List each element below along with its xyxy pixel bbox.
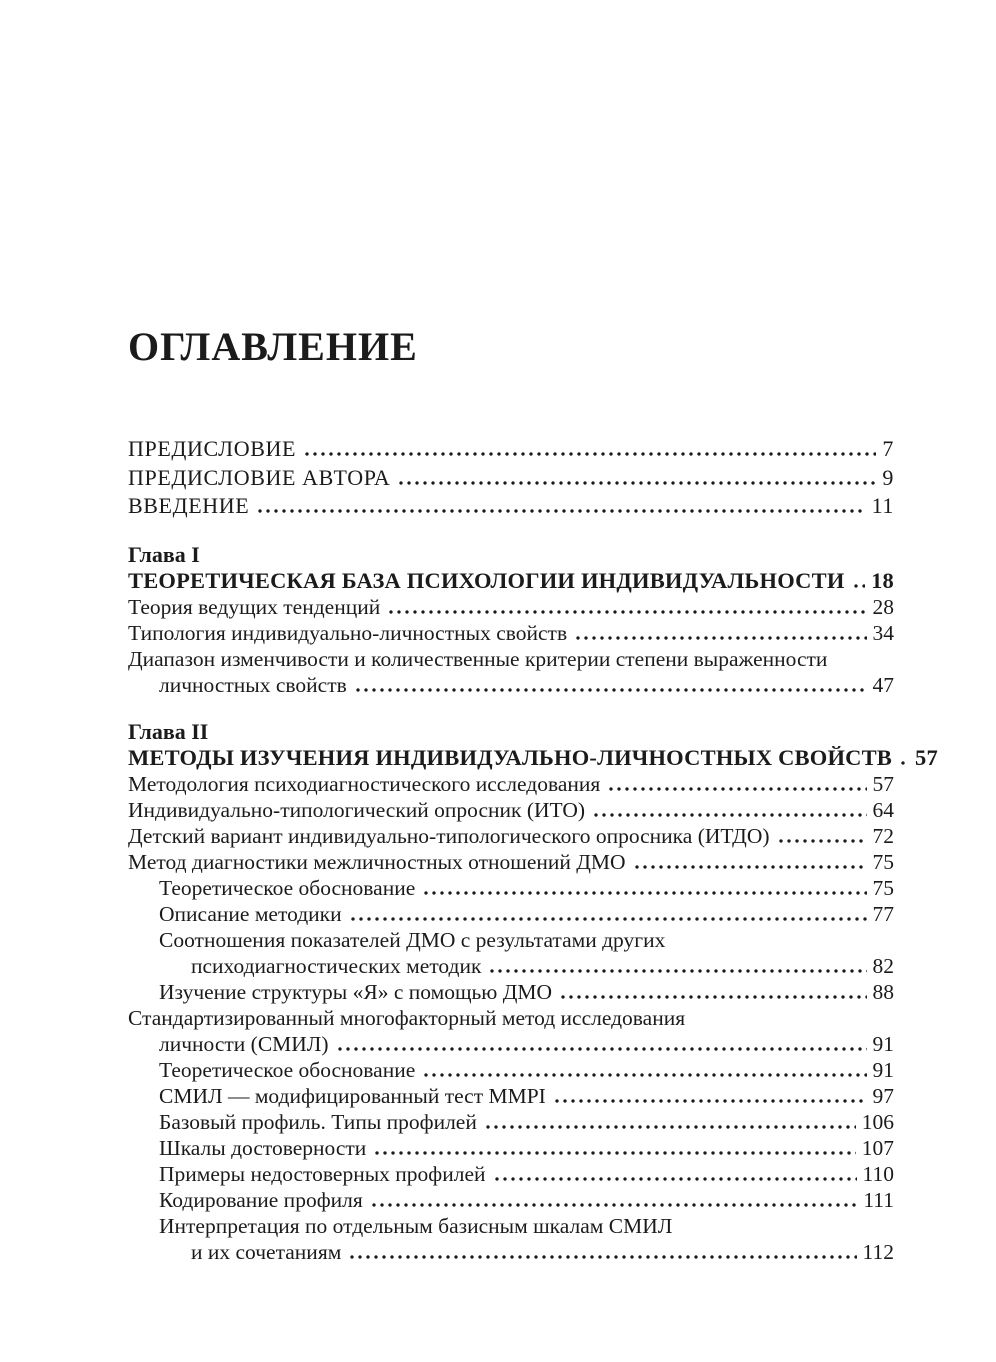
toc-entry <box>128 1005 894 1031</box>
toc-leader-dots <box>574 636 866 640</box>
toc-leader-dots <box>387 610 866 614</box>
toc-entry-text: ВВЕДЕНИЕ <box>128 493 250 518</box>
toc-entry <box>128 1213 894 1239</box>
toc-page-number: 91 <box>872 1057 894 1082</box>
toc-entry <box>128 542 894 568</box>
toc-entry <box>128 1109 894 1135</box>
page-title: ОГЛАВЛЕНИЕ <box>128 324 418 369</box>
toc-leader-dots <box>354 688 867 692</box>
toc-page-number: 7 <box>882 436 894 461</box>
toc-entry <box>128 672 894 698</box>
toc-page-number: 88 <box>872 979 894 1004</box>
toc-list <box>128 435 938 1265</box>
toc-leader-dots <box>553 1099 867 1103</box>
toc-entry <box>128 620 894 646</box>
toc-entry-text: Стандартизированный многофакторный метод исследования <box>128 1005 686 1030</box>
toc-entry-text: МЕТОДЫ ИЗУЧЕНИЯ ИНДИВИДУАЛЬНО-ЛИЧНОСТНЫХ СВОЙСТВ <box>128 744 893 770</box>
toc-entry-text: Методология психодиагностического исследования <box>128 771 601 796</box>
toc-leader-dots <box>559 995 866 999</box>
toc-page-number: 112 <box>862 1239 894 1264</box>
toc-entry-text: Соотношения показателей ДМО с результатами других <box>159 927 666 952</box>
toc-page-number: 11 <box>871 493 894 518</box>
toc-entry <box>128 1239 894 1265</box>
toc-page-number: 57 <box>872 771 894 796</box>
toc-leader-dots <box>348 1255 856 1259</box>
toc-page-number: 75 <box>872 849 894 874</box>
toc-page-number: 28 <box>872 594 894 619</box>
toc-entry-text: Диапазон изменчивости и количественные критерии степени выраженности <box>128 646 828 671</box>
toc-entry-text: Изучение структуры «Я» с помощью ДМО <box>159 979 553 1004</box>
toc-entry <box>128 849 894 875</box>
toc-entry-text: Метод диагностики межличностных отношений ДМО <box>128 849 626 874</box>
toc-leader-dots <box>336 1047 867 1051</box>
toc-page-number: 106 <box>861 1109 894 1134</box>
toc-entry <box>128 1161 894 1187</box>
toc-page-number: 9 <box>882 464 894 490</box>
toc-entry <box>128 1187 894 1213</box>
toc-entry-text: личностных свойств <box>159 672 347 697</box>
toc-leader-dots <box>493 1177 857 1181</box>
toc-entry <box>128 875 894 901</box>
toc-entry-text: Теория ведущих тенденций <box>128 594 381 619</box>
toc-entry <box>128 823 894 849</box>
toc-entry-text: Шкалы достоверности <box>159 1135 367 1160</box>
toc-page-number: 107 <box>861 1135 894 1160</box>
toc-page-number: 82 <box>872 953 894 978</box>
toc-entry-text: СМИЛ — модифицированный тест MMPI <box>159 1083 546 1108</box>
toc-leader-dots <box>484 1125 856 1129</box>
toc-entry <box>128 594 894 620</box>
toc-page-number: 75 <box>872 875 894 900</box>
toc-entry-text: ПРЕДИСЛОВИЕ АВТОРА <box>128 464 391 490</box>
toc-page-number: 77 <box>872 901 894 926</box>
toc-entry <box>128 1057 894 1083</box>
toc-entry-text: Примеры недостоверных профилей <box>159 1161 486 1186</box>
toc-entry-text: Детский вариант индивидуально-типологического опросника (ИТДО) <box>128 823 770 848</box>
toc-leader-dots <box>777 839 867 843</box>
toc-entry-text: Глава I <box>128 541 200 567</box>
toc-leader-dots <box>488 969 866 973</box>
toc-leader-dots <box>397 481 876 485</box>
toc-leader-dots <box>852 584 866 588</box>
toc-leader-dots <box>422 891 866 895</box>
toc-page-number: 72 <box>872 823 894 848</box>
toc-page-number: 64 <box>872 797 894 822</box>
toc-entry-text: Базовый профиль. Типы профилей <box>159 1109 477 1134</box>
toc-entry <box>128 568 894 594</box>
toc-leader-dots <box>303 452 876 456</box>
toc-entry-text: психодиагностических методик <box>191 953 482 978</box>
toc-page-number: 110 <box>862 1161 894 1186</box>
toc-entry-text: личности (СМИЛ) <box>159 1031 329 1056</box>
toc-leader-dots <box>607 787 866 791</box>
toc-entry <box>128 744 938 771</box>
toc-entry-text: Интерпретация по отдельным базисным шкалам СМИЛ <box>159 1213 673 1238</box>
toc-entry <box>128 435 894 464</box>
toc-leader-dots <box>349 917 867 921</box>
toc-page-number: 97 <box>872 1083 894 1108</box>
toc-content <box>128 324 938 1265</box>
toc-entry <box>128 979 894 1005</box>
toc-page-number: 91 <box>872 1031 894 1056</box>
toc-leader-dots <box>592 813 866 817</box>
toc-entry-text: Теоретическое обоснование <box>159 875 416 900</box>
toc-leader-dots <box>373 1151 855 1155</box>
toc-entry <box>128 797 894 823</box>
toc-leader-dots <box>256 509 865 513</box>
toc-entry <box>128 646 894 672</box>
toc-entry <box>128 1083 894 1109</box>
toc-entry-text: Индивидуально-типологический опросник (ИТО) <box>128 797 586 822</box>
toc-entry <box>128 927 894 953</box>
toc-leader-dots <box>633 865 867 869</box>
toc-page-number: 18 <box>871 567 894 593</box>
toc-entry-text: Теоретическое обоснование <box>159 1057 416 1082</box>
toc-entry <box>128 1135 894 1161</box>
toc-entry <box>128 719 894 745</box>
toc-entry <box>128 492 894 521</box>
toc-leader-dots <box>899 761 909 765</box>
toc-entry <box>128 771 894 797</box>
toc-page-number: 111 <box>863 1187 894 1212</box>
toc-entry-text: и их сочетаниям <box>191 1239 342 1264</box>
toc-page-number: 57 <box>915 744 938 770</box>
toc-entry-text: Глава II <box>128 718 209 744</box>
toc-entry-text: ТЕОРЕТИЧЕСКАЯ БАЗА ПСИХОЛОГИИ ИНДИВИДУАЛЬНОСТИ <box>128 567 845 593</box>
toc-entry-text: Описание методики <box>159 901 342 926</box>
toc-entry-text: ПРЕДИСЛОВИЕ <box>128 436 296 461</box>
toc-entry-text: Кодирование профиля <box>159 1187 363 1212</box>
toc-entry <box>128 953 894 979</box>
toc-page-number: 34 <box>872 620 894 645</box>
toc-entry <box>128 464 894 493</box>
toc-entry <box>128 1031 894 1057</box>
toc-leader-dots <box>370 1203 858 1207</box>
toc-entry <box>128 901 894 927</box>
toc-entry-text: Типология индивидуально-личностных свойств <box>128 620 568 645</box>
toc-leader-dots <box>422 1073 866 1077</box>
toc-page-number: 47 <box>872 672 894 697</box>
